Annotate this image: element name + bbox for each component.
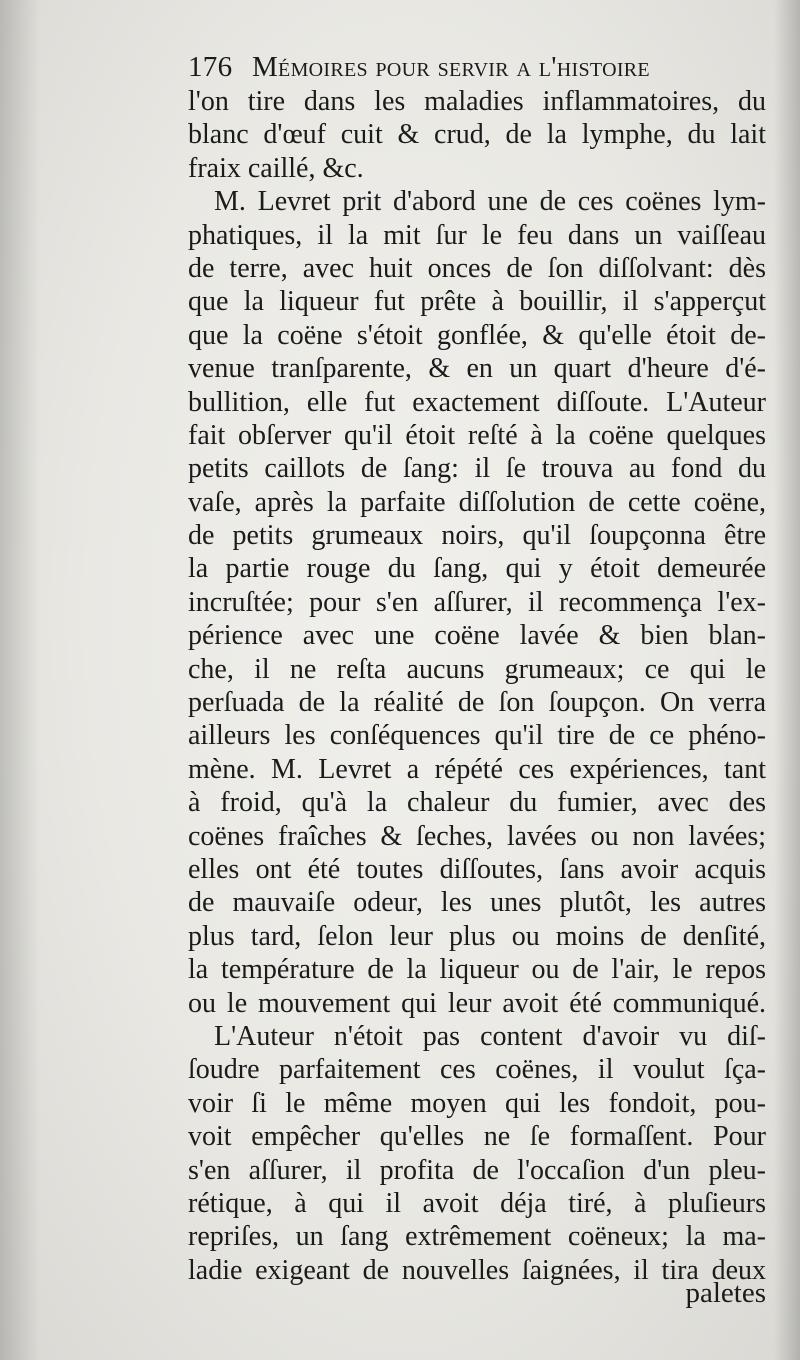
right-page-shadow xyxy=(774,0,800,1360)
text-line: venue tranſparente, & en un quart d'heure d'é- xyxy=(188,353,766,385)
text-line: elles ont été toutes diſſoutes, ſans avoir acquis xyxy=(188,853,766,885)
text-line: fraix caillé, &c. xyxy=(188,152,364,184)
text-line: M. Levret prit d'abord une de ces coënes lym- xyxy=(214,186,766,218)
text-line: que la coëne s'étoit gonflée, & qu'elle étoit de- xyxy=(188,319,766,351)
text-line: de petits grumeaux noirs, qu'il ſoupçonna être xyxy=(188,520,766,552)
main-text-block xyxy=(188,85,766,1285)
text-line: mène. M. Levret a répété ces expériences, tant xyxy=(188,753,766,785)
text-line: coënes fraîches & ſeches, lavées ou non lavées; xyxy=(188,820,766,852)
text-line: incruſtée; pour s'en aſſurer, il recommença l'ex- xyxy=(188,586,766,618)
text-line: rétique, à qui il avoit déja tiré, à pluſieurs xyxy=(188,1187,766,1219)
text-line: vaſe, après la parfaite diſſolution de cette coëne, xyxy=(188,486,766,518)
text-line: ailleurs les conſéquences qu'il tire de ce phéno- xyxy=(188,720,766,752)
text-line: repriſes, un ſang extrêmement coëneux; la ma- xyxy=(188,1221,766,1253)
text-line: perſuada de la réalité de ſon ſoupçon. On verra xyxy=(188,687,766,719)
text-line: petits caillots de ſang: il ſe trouva au fond du xyxy=(188,453,766,485)
text-line: L'Auteur n'étoit pas content d'avoir vu diſ- xyxy=(214,1020,766,1052)
text-line: périence avec une coëne lavée & bien blan- xyxy=(188,620,766,652)
text-line: che, il ne reſta aucuns grumeaux; ce qui le xyxy=(188,653,766,685)
running-title: Mémoires pour servir a l'histoire xyxy=(251,51,650,83)
text-line: voir ſi le même moyen qui les fondoit, pou- xyxy=(188,1087,766,1119)
page-header xyxy=(188,45,766,89)
text-line: la température de la liqueur ou de l'air, le repos xyxy=(188,954,766,986)
text-line: bullition, elle fut exactement diſſoute. L'Auteur xyxy=(188,386,766,418)
text-line: à froid, qu'à la chaleur du fumier, avec des xyxy=(188,787,766,819)
text-line: ou le mouvement qui leur avoit été communiqué. xyxy=(188,987,766,1019)
text-line: de mauvaiſe odeur, les unes plutôt, les autres xyxy=(188,887,766,919)
text-line: blanc d'œuf cuit & crud, de la lymphe, du lait xyxy=(188,119,766,151)
text-line: ladie exigeant de nouvelles ſaignées, il tira deux xyxy=(188,1254,766,1285)
left-page-shadow xyxy=(0,0,40,1360)
text-line: ſoudre parfaitement ces coënes, il voulut ſça- xyxy=(188,1054,766,1086)
text-line: fait obſerver qu'il étoit reſté à la coëne quelques xyxy=(188,419,766,451)
text-line: que la liqueur fut prête à bouillir, il s'apperçut xyxy=(188,286,766,318)
text-line: phatiques, il la mit ſur le feu dans un vaiſſeau xyxy=(188,219,766,251)
text-line: l'on tire dans les maladies inflammatoires, du xyxy=(188,86,766,117)
text-line: de terre, avec huit onces de ſon diſſolvant: dès xyxy=(188,252,766,284)
page-number: 176 xyxy=(188,51,233,83)
text-line: plus tard, ſelon leur plus ou moins de denſité, xyxy=(188,920,766,952)
text-line: la partie rouge du ſang, qui y étoit demeurée xyxy=(188,553,766,585)
catchword: paletes xyxy=(685,1277,766,1309)
text-line: voit empêcher qu'elles ne ſe formaſſent. Pour xyxy=(188,1121,766,1153)
text-line: s'en aſſurer, il profita de l'occaſion d'un pleu- xyxy=(188,1154,766,1186)
